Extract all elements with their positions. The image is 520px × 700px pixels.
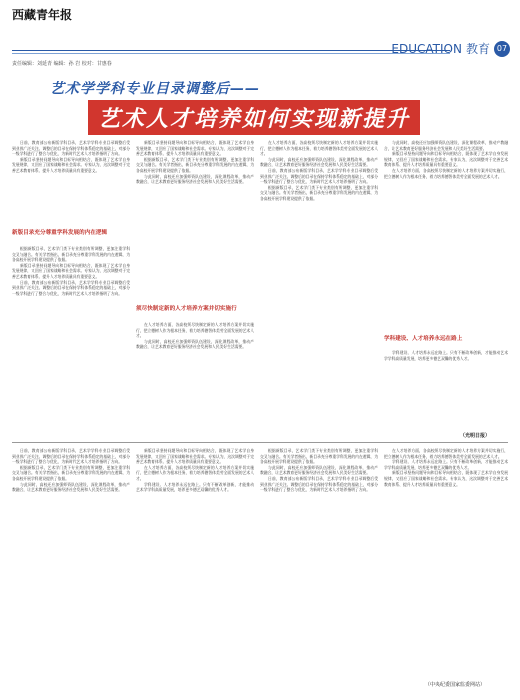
page-number-badge: 07	[494, 41, 510, 57]
paragraph: 与此同时，高校还应加强师资队伍建设，深化课程改革，推动产教融合，让艺术教育更好服务经济社会发展和人民美好生活需要。	[136, 173, 254, 185]
editor-credits: 责任编辑：刘延青 编辑：孙 岩 校对：甘惠春	[12, 61, 112, 67]
article-column-4	[384, 140, 508, 330]
headline-kicker: 艺术学学科专业目录调整后——	[50, 81, 260, 97]
paragraph: 在人才培养方面，各高校须尽快制定新的人才培养方案并切实施行，把立德树人作为根本任务，着力培养德智体美劳全面发展的艺术人才。	[384, 167, 508, 179]
paragraph: 新版目录坚持问题导向和目标导向相结合，既体现了艺术学自身发展规律，又回应了国家战略和社会需求。专家认为，这次调整对于完善艺术教育体系、提升人才培养质量具有重要意义。	[136, 140, 254, 157]
headline-main: 艺术人才培养如何实现新提升	[88, 100, 420, 135]
paragraph: 日前，教育部公布新版学科目录，艺术学学科专业目录调整后受到业界广泛关注。调整后的目录在保持学科体系稳定的基础上，对部分一级学科进行了整合与优化，为新时代艺术人才培养指明了方向。	[260, 475, 378, 493]
paragraph: 在人才培养方面，各高校须尽快制定新的人才培养方案并切实施行，把立德树人作为根本任务，着力培养德智体美劳全面发展的艺术人才。	[260, 140, 378, 157]
lower-column-2	[136, 448, 254, 688]
paragraph: 新版目录坚持问题导向和目标导向相结合，既体现了艺术学自身发展规律，又回应了国家战略和社会需求。专家认为，这次调整对于完善艺术教育体系、提升人才培养质量具有重要意义。	[136, 448, 254, 465]
article-column-2	[136, 140, 254, 302]
subhead-1: 新版目录充分尊重学科发展的内在逻辑	[12, 230, 108, 236]
paragraph: 新版目录坚持问题导向和目标导向相结合，既体现了艺术学自身发展规律，又回应了国家战略和社会需求。专家认为，这次调整对于完善艺术教育体系、提升人才培养质量具有重要意义。	[12, 262, 130, 279]
article-column-3	[260, 140, 378, 432]
paragraph: 根据新版目录，艺术学门类下专业类别有所调整，更加注重学科交叉与融合。有关学者指出，新目录充分尊重学科发展的内在逻辑，为各高校开展学科建设提供了依据。	[260, 184, 378, 201]
section-rule	[12, 50, 450, 51]
masthead: 西藏青年报	[12, 8, 73, 22]
paragraph: 日前，教育部公布新版学科目录，艺术学学科专业目录调整后受到业界广泛关注。调整后的目录在保持学科体系稳定的基础上，对部分一级学科进行了整合与优化，为新时代艺术人才培养指明了方向。	[12, 448, 130, 465]
paragraph: 在人才培养方面，各高校须尽快制定新的人才培养方案并切实施行，把立德树人作为根本任务，着力培养德智体美劳全面发展的艺术人才。	[384, 448, 508, 459]
lower-column-1	[12, 448, 130, 688]
section-zh: 教育	[465, 42, 490, 56]
paragraph: 与此同时，高校还应加强师资队伍建设，深化课程改革，推动产教融合，让艺术教育更好服务经济社会发展和人民美好生活需要。	[260, 156, 378, 168]
paragraph: 在人才培养方面，各高校须尽快制定新的人才培养方案并切实施行，把立德树人作为根本任务，着力培养德智体美劳全面发展的艺术人才。	[136, 464, 254, 481]
article-column-1	[12, 140, 130, 222]
paragraph: 日前，教育部公布新版学科目录，艺术学学科专业目录调整后受到业界广泛关注。调整后的目录在保持学科体系稳定的基础上，对部分一级学科进行了整合与优化，为新时代艺术人才培养指明了方向。	[260, 167, 378, 185]
paragraph: 根据新版目录，艺术学门类下专业类别有所调整，更加注重学科交叉与融合。有关学者指出，新目录充分尊重学科发展的内在逻辑，为各高校开展学科建设提供了依据。	[260, 448, 378, 465]
paragraph: 根据新版目录，艺术学门类下专业类别有所调整，更加注重学科交叉与融合。有关学者指出，新目录充分尊重学科发展的内在逻辑，为各高校开展学科建设提供了依据。	[12, 464, 130, 481]
lower-column-4	[384, 448, 508, 678]
paragraph: 在人才培养方面，各高校须尽快制定新的人才培养方案并切实施行，把立德树人作为根本任务，着力培养德智体美劳全面发展的艺术人才。	[136, 322, 254, 339]
article-column-2b	[136, 322, 254, 432]
section-en: EDUCATION	[391, 41, 462, 56]
paragraph: 新版目录坚持问题导向和目标导向相结合，既体现了艺术学自身发展规律，又回应了国家战略和社会需求。专家认为，这次调整对于完善艺术教育体系、提升人才培养质量具有重要意义。	[12, 156, 130, 173]
paragraph: 根据新版目录，艺术学门类下专业类别有所调整，更加注重学科交叉与融合。有关学者指出，新目录充分尊重学科发展的内在逻辑，为各高校开展学科建设提供了依据。	[136, 156, 254, 173]
section-tag	[391, 40, 510, 57]
article-column-1b	[12, 246, 130, 432]
subhead-2: 须尽快制定新的人才培养方案并切实施行	[136, 306, 237, 312]
paragraph: 新版目录坚持问题导向和目标导向相结合，既体现了艺术学自身发展规律，又回应了国家战略和社会需求。专家认为，这次调整对于完善艺术教育体系、提升人才培养质量具有重要意义。	[384, 151, 508, 168]
paragraph: 与此同时，高校还应加强师资队伍建设，深化课程改革，推动产教融合，让艺术教育更好服务经济社会发展和人民美好生活需要。	[384, 140, 508, 151]
paragraph: 学科建设、人才培养永远在路上。只有不断改革创新，才能推动艺术学学科高质量发展，培养更多德艺双馨的优秀人才。	[384, 350, 508, 361]
paragraph: 日前，教育部公布新版学科目录，艺术学学科专业目录调整后受到业界广泛关注。调整后的目录在保持学科体系稳定的基础上，对部分一级学科进行了整合与优化，为新时代艺术人才培养指明了方向。	[12, 279, 130, 296]
article-signature: （光明日报）	[460, 433, 491, 439]
paragraph: 根据新版目录，艺术学门类下专业类别有所调整，更加注重学科交叉与融合。有关学者指出，新目录充分尊重学科发展的内在逻辑，为各高校开展学科建设提供了依据。	[12, 246, 130, 263]
paragraph: 学科建设、人才培养永远在路上。只有不断改革创新，才能推动艺术学学科高质量发展，培养更多德艺双馨的优秀人才。	[384, 459, 508, 470]
section-rule-secondary	[12, 53, 450, 54]
paragraph: 与此同时，高校还应加强师资队伍建设，深化课程改革，推动产教融合，让艺术教育更好服务经济社会发展和人民美好生活需要。	[136, 338, 254, 350]
paragraph: 日前，教育部公布新版学科目录，艺术学学科专业目录调整后受到业界广泛关注。调整后的目录在保持学科体系稳定的基础上，对部分一级学科进行了整合与优化，为新时代艺术人才培养指明了方向。	[12, 140, 130, 157]
article-column-4b	[384, 350, 508, 430]
subhead-3: 学科建设、人才培养永远在路上	[384, 336, 463, 342]
paragraph: 学科建设、人才培养永远在路上。只有不断改革创新，才能推动艺术学学科高质量发展，培养更多德艺双馨的优秀人才。	[136, 481, 254, 493]
article-divider	[12, 442, 508, 443]
paragraph: 与此同时，高校还应加强师资队伍建设，深化课程改革，推动产教融合，让艺术教育更好服务经济社会发展和人民美好生活需要。	[12, 481, 130, 493]
lower-article-source: （中央纪委国家监委网站）	[425, 682, 486, 688]
lower-column-3	[260, 448, 378, 688]
paragraph: 与此同时，高校还应加强师资队伍建设，深化课程改革，推动产教融合，让艺术教育更好服务经济社会发展和人民美好生活需要。	[260, 464, 378, 476]
paragraph: 新版目录坚持问题导向和目标导向相结合，既体现了艺术学自身发展规律，又回应了国家战略和社会需求。专家认为，这次调整对于完善艺术教育体系、提升人才培养质量具有重要意义。	[384, 470, 508, 487]
